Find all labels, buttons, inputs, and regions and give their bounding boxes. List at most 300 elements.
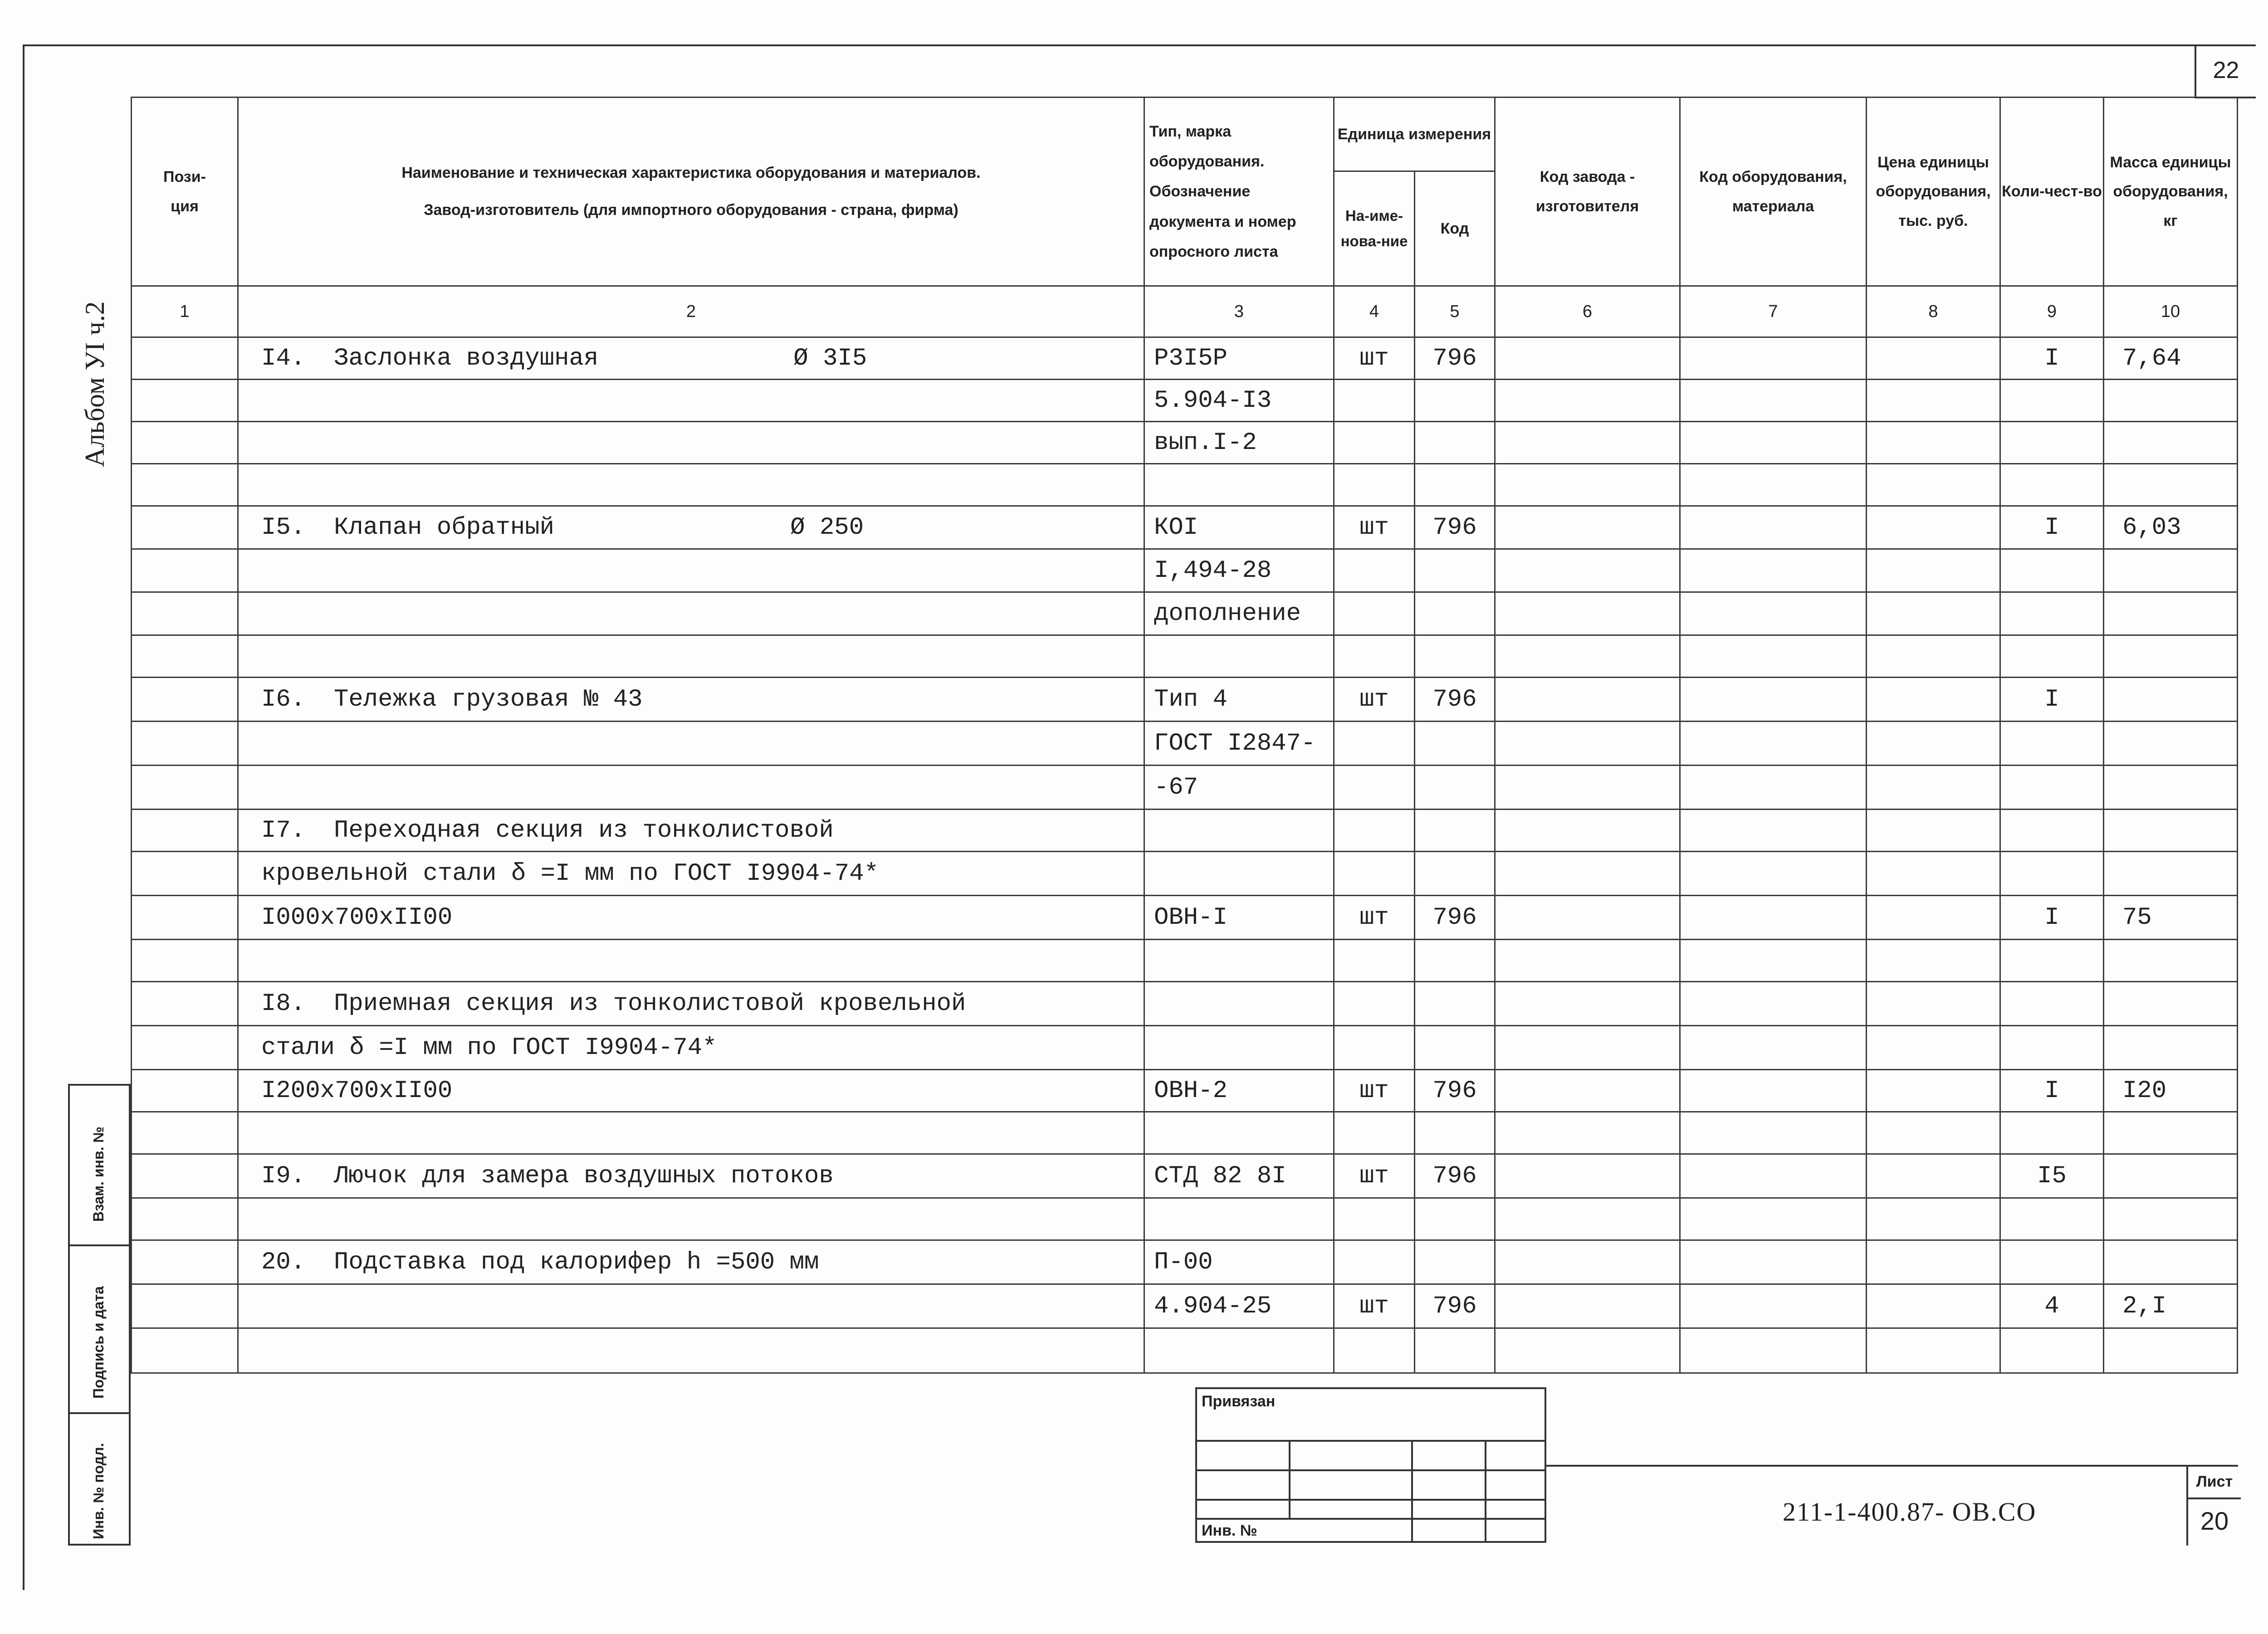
pos-cell <box>132 896 238 940</box>
price-cell <box>1867 852 2000 896</box>
document-code: 211-1-400.87- ОВ.СО <box>1783 1497 2037 1527</box>
factory-code-cell <box>1495 1026 1680 1070</box>
price-cell <box>1867 982 2000 1026</box>
factory-code-cell <box>1495 592 1680 635</box>
item-name: Клапан обратный <box>334 513 555 541</box>
factory-code-cell <box>1495 1240 1680 1284</box>
unit-cell <box>1334 982 1415 1026</box>
name-cell <box>238 1026 1144 1070</box>
unit-code-cell <box>1415 1112 1495 1154</box>
type-cell: 4.904-25 <box>1144 1284 1334 1328</box>
unit-cell <box>1334 1328 1415 1373</box>
table-row <box>132 766 2238 810</box>
table-row <box>132 940 2238 982</box>
type-cell: 5.904-I3 <box>1144 380 1334 422</box>
table-row <box>132 380 2238 422</box>
price-cell <box>1867 1198 2000 1240</box>
unit-cell: шт <box>1334 337 1415 380</box>
name-cell <box>238 506 1144 549</box>
header-price <box>1867 98 2000 286</box>
binding-box <box>1195 1387 1546 1543</box>
item-name: I200х700хII00 <box>261 1077 453 1105</box>
item-name: I000х700хII00 <box>261 903 453 932</box>
quantity-cell <box>2000 982 2104 1026</box>
factory-code-cell <box>1495 549 1680 592</box>
unit-cell: шт <box>1334 506 1415 549</box>
table-row <box>132 1154 2238 1198</box>
type-cell: вып.I-2 <box>1144 422 1334 464</box>
name-cell <box>238 940 1144 982</box>
factory-code-cell <box>1495 1154 1680 1198</box>
unit-cell <box>1334 592 1415 635</box>
price-cell <box>1867 635 2000 678</box>
header-name-line2: Завод-изготовитель (для импортного оборудования - страна, фирма) <box>424 201 958 219</box>
column-number: 4 <box>1334 286 1415 337</box>
pos-cell <box>132 1284 238 1328</box>
unit-code-cell <box>1415 464 1495 506</box>
quantity-cell <box>2000 1026 2104 1070</box>
unit-cell <box>1334 1112 1415 1154</box>
name-cell <box>238 592 1144 635</box>
equipment-code-cell <box>1680 1026 1867 1070</box>
item-name: Подставка под калорифер h =500 мм <box>334 1248 819 1276</box>
mass-cell <box>2104 1154 2238 1198</box>
type-cell: КОI <box>1144 506 1334 549</box>
table-row <box>132 1328 2238 1373</box>
pos-cell <box>132 337 238 380</box>
unit-code-cell <box>1415 1240 1495 1284</box>
pos-cell <box>132 592 238 635</box>
position-number: I7. <box>261 816 306 844</box>
quantity-cell <box>2000 422 2104 464</box>
unit-cell: шт <box>1334 678 1415 722</box>
quantity-cell: I <box>2000 506 2104 549</box>
header-unit-code <box>1415 171 1495 286</box>
quantity-cell <box>2000 766 2104 810</box>
mass-cell: 6,03 <box>2104 506 2238 549</box>
unit-code-cell: 796 <box>1415 337 1495 380</box>
type-cell: дополнение <box>1144 592 1334 635</box>
equipment-code-cell <box>1680 982 1867 1026</box>
table-row <box>132 1112 2238 1154</box>
factory-code-cell <box>1495 337 1680 380</box>
column-number-row <box>132 286 2238 337</box>
mass-cell <box>2104 852 2238 896</box>
factory-code-cell <box>1495 635 1680 678</box>
quantity-cell: I <box>2000 896 2104 940</box>
mass-cell: 2,I <box>2104 1284 2238 1328</box>
item-name: Приемная секция из тонколистовой кровельной <box>334 990 966 1018</box>
mass-cell <box>2104 635 2238 678</box>
unit-code-cell: 796 <box>1415 1070 1495 1112</box>
factory-code-cell <box>1495 940 1680 982</box>
pos-cell <box>132 852 238 896</box>
unit-code-cell <box>1415 1026 1495 1070</box>
name-cell <box>238 678 1144 722</box>
mass-cell <box>2104 1112 2238 1154</box>
unit-cell <box>1334 380 1415 422</box>
price-cell <box>1867 592 2000 635</box>
stamp-divider <box>70 1412 129 1414</box>
mass-cell <box>2104 766 2238 810</box>
type-cell: П-00 <box>1144 1240 1334 1284</box>
unit-cell <box>1334 810 1415 852</box>
equipment-code-cell <box>1680 592 1867 635</box>
pos-cell <box>132 1328 238 1373</box>
column-number: 5 <box>1415 286 1495 337</box>
mass-cell <box>2104 1026 2238 1070</box>
mass-cell <box>2104 678 2238 722</box>
unit-cell <box>1334 422 1415 464</box>
pos-cell <box>132 766 238 810</box>
header-quantity <box>2000 98 2104 286</box>
unit-cell <box>1334 549 1415 592</box>
item-name: Лючок для замера воздушных потоков <box>334 1162 834 1190</box>
unit-cell <box>1334 766 1415 810</box>
unit-cell <box>1334 852 1415 896</box>
price-cell <box>1867 1328 2000 1373</box>
name-cell <box>238 766 1144 810</box>
equipment-code-cell <box>1680 1284 1867 1328</box>
inv-no-label: Инв. № <box>1202 1522 1257 1539</box>
unit-code-cell <box>1415 982 1495 1026</box>
name-cell <box>238 1240 1144 1284</box>
equipment-code-cell <box>1680 766 1867 810</box>
table-row <box>132 982 2238 1026</box>
mass-cell <box>2104 1328 2238 1373</box>
mass-cell <box>2104 810 2238 852</box>
mass-cell: I20 <box>2104 1070 2238 1112</box>
equipment-code-cell <box>1680 464 1867 506</box>
price-cell <box>1867 1240 2000 1284</box>
list-label: Лист <box>2188 1466 2241 1499</box>
table-row <box>132 852 2238 896</box>
name-cell <box>238 810 1144 852</box>
type-cell: -67 <box>1144 766 1334 810</box>
mass-cell <box>2104 422 2238 464</box>
quantity-cell: 4 <box>2000 1284 2104 1328</box>
column-number: 8 <box>1867 286 2000 337</box>
price-cell <box>1867 722 2000 766</box>
quantity-cell <box>2000 380 2104 422</box>
table-row <box>132 422 2238 464</box>
table-row <box>132 722 2238 766</box>
unit-code-cell <box>1415 1328 1495 1373</box>
name-cell <box>238 1070 1144 1112</box>
item-name: Заслонка воздушная <box>334 344 599 372</box>
quantity-cell <box>2000 722 2104 766</box>
price-cell <box>1867 464 2000 506</box>
table-row <box>132 1026 2238 1070</box>
factory-code-cell <box>1495 380 1680 422</box>
column-number: 6 <box>1495 286 1680 337</box>
equipment-code-cell <box>1680 810 1867 852</box>
type-cell: ГОСТ I2847- <box>1144 722 1334 766</box>
pos-cell <box>132 506 238 549</box>
quantity-cell <box>2000 1328 2104 1373</box>
unit-cell <box>1334 1198 1415 1240</box>
unit-cell: шт <box>1334 1070 1415 1112</box>
factory-code-cell <box>1495 1198 1680 1240</box>
name-cell <box>238 722 1144 766</box>
mass-cell <box>2104 982 2238 1026</box>
column-number: 1 <box>132 286 238 337</box>
type-cell <box>1144 940 1334 982</box>
type-cell <box>1144 635 1334 678</box>
price-cell <box>1867 896 2000 940</box>
header-position <box>132 98 238 286</box>
table-row <box>132 1198 2238 1240</box>
equipment-code-cell <box>1680 549 1867 592</box>
equipment-code-cell <box>1680 422 1867 464</box>
type-cell <box>1144 852 1334 896</box>
unit-code-cell <box>1415 592 1495 635</box>
equipment-code-cell <box>1680 506 1867 549</box>
album-title: Альбом УI ч.2 <box>80 301 110 467</box>
header-quantity-label: Коли-чест-во <box>2002 183 2102 200</box>
mass-cell <box>2104 549 2238 592</box>
equipment-code-cell <box>1680 722 1867 766</box>
name-cell <box>238 635 1144 678</box>
approval-stamp-column <box>68 1084 131 1546</box>
diameter-value: Ø 250 <box>790 513 864 541</box>
price-cell <box>1867 678 2000 722</box>
quantity-cell <box>2000 810 2104 852</box>
position-number: 20. <box>261 1248 306 1276</box>
pos-cell <box>132 940 238 982</box>
mass-cell: 75 <box>2104 896 2238 940</box>
position-number: I8. <box>261 990 306 1018</box>
mass-cell: 7,64 <box>2104 337 2238 380</box>
header-mass <box>2104 98 2238 286</box>
type-cell <box>1144 810 1334 852</box>
equipment-code-cell <box>1680 380 1867 422</box>
bound-label: Привязан <box>1202 1393 1276 1410</box>
unit-cell <box>1334 940 1415 982</box>
price-cell <box>1867 1112 2000 1154</box>
quantity-cell: I5 <box>2000 1154 2104 1198</box>
pos-cell <box>132 1240 238 1284</box>
mass-cell <box>2104 722 2238 766</box>
column-number: 3 <box>1144 286 1334 337</box>
unit-code-cell <box>1415 549 1495 592</box>
equipment-code-cell <box>1680 635 1867 678</box>
type-cell <box>1144 1198 1334 1240</box>
position-number: I5. <box>261 513 306 541</box>
item-name: стали δ =I мм по ГОСТ I9904-74* <box>261 1034 717 1062</box>
price-cell <box>1867 380 2000 422</box>
list-number: 20 <box>2200 1507 2229 1535</box>
quantity-cell <box>2000 1240 2104 1284</box>
factory-code-cell <box>1495 982 1680 1026</box>
pos-cell <box>132 1070 238 1112</box>
quantity-cell <box>2000 635 2104 678</box>
factory-code-cell <box>1495 766 1680 810</box>
name-cell <box>238 380 1144 422</box>
name-cell <box>238 1284 1144 1328</box>
header-factory-code-label: Код завода - изготовителя <box>1535 168 1639 215</box>
column-number: 9 <box>2000 286 2104 337</box>
unit-code-cell: 796 <box>1415 1154 1495 1198</box>
unit-code-cell <box>1415 380 1495 422</box>
price-cell <box>1867 766 2000 810</box>
header-type-label: Тип, марка оборудования. Обозначение документа и номер опросного листа <box>1149 122 1296 260</box>
price-cell <box>1867 1026 2000 1070</box>
type-cell: Тип 4 <box>1144 678 1334 722</box>
pos-cell <box>132 1026 238 1070</box>
type-cell <box>1144 1026 1334 1070</box>
equipment-code-cell <box>1680 940 1867 982</box>
price-cell <box>1867 1154 2000 1198</box>
stamp-divider <box>70 1244 129 1246</box>
replace-inv-label: Взам. инв. № <box>90 1127 107 1222</box>
factory-code-cell <box>1495 1112 1680 1154</box>
unit-code-cell <box>1415 722 1495 766</box>
pos-cell <box>132 549 238 592</box>
factory-code-cell <box>1495 722 1680 766</box>
pos-cell <box>132 635 238 678</box>
quantity-cell <box>2000 940 2104 982</box>
price-cell <box>1867 422 2000 464</box>
unit-code-cell <box>1415 940 1495 982</box>
header-unit-code-label: Код <box>1440 219 1469 237</box>
column-number: 10 <box>2104 286 2238 337</box>
header-price-label: Цена единицы оборудования, тыс. руб. <box>1876 153 1991 229</box>
quantity-cell <box>2000 852 2104 896</box>
unit-cell <box>1334 464 1415 506</box>
quantity-cell: I <box>2000 1070 2104 1112</box>
factory-code-cell <box>1495 464 1680 506</box>
name-cell <box>238 1328 1144 1373</box>
table-row <box>132 678 2238 722</box>
price-cell <box>1867 337 2000 380</box>
type-cell: СТД 82 8I <box>1144 1154 1334 1198</box>
header-unit-name <box>1334 171 1415 286</box>
factory-code-cell <box>1495 1328 1680 1373</box>
header-equipment-code <box>1680 98 1867 286</box>
factory-code-cell <box>1495 678 1680 722</box>
table-row <box>132 464 2238 506</box>
mass-cell <box>2104 1198 2238 1240</box>
unit-cell <box>1334 722 1415 766</box>
header-type <box>1144 98 1334 286</box>
unit-code-cell <box>1415 766 1495 810</box>
title-block-line <box>1546 1465 2238 1467</box>
header-equipment-code-label: Код оборудования, материала <box>1699 168 1847 215</box>
equipment-code-cell <box>1680 1198 1867 1240</box>
table-row <box>132 506 2238 549</box>
mass-cell <box>2104 592 2238 635</box>
factory-code-cell <box>1495 1070 1680 1112</box>
mass-cell <box>2104 940 2238 982</box>
unit-code-cell <box>1415 810 1495 852</box>
price-cell <box>1867 940 2000 982</box>
type-cell <box>1144 464 1334 506</box>
price-cell <box>1867 506 2000 549</box>
unit-code-cell <box>1415 635 1495 678</box>
table-row <box>132 810 2238 852</box>
pos-cell <box>132 422 238 464</box>
table-row <box>132 592 2238 635</box>
factory-code-cell <box>1495 1284 1680 1328</box>
pos-cell <box>132 464 238 506</box>
factory-code-cell <box>1495 506 1680 549</box>
type-cell <box>1144 1112 1334 1154</box>
mass-cell <box>2104 380 2238 422</box>
quantity-cell <box>2000 1112 2104 1154</box>
pos-cell <box>132 982 238 1026</box>
type-cell: I,494-28 <box>1144 549 1334 592</box>
type-cell <box>1144 1328 1334 1373</box>
equipment-code-cell <box>1680 1240 1867 1284</box>
quantity-cell <box>2000 1198 2104 1240</box>
type-cell: Р3I5Р <box>1144 337 1334 380</box>
unit-code-cell: 796 <box>1415 1284 1495 1328</box>
price-cell <box>1867 810 2000 852</box>
quantity-cell: I <box>2000 678 2104 722</box>
inv-no-orig-label: Инв. № подл. <box>90 1443 107 1539</box>
equipment-code-cell <box>1680 1112 1867 1154</box>
pos-cell <box>132 1112 238 1154</box>
table-row <box>132 1240 2238 1284</box>
quantity-cell <box>2000 592 2104 635</box>
unit-code-cell: 796 <box>1415 678 1495 722</box>
name-cell <box>238 1154 1144 1198</box>
position-number: I6. <box>261 685 306 713</box>
price-cell <box>1867 1070 2000 1112</box>
table-body <box>132 337 2238 1373</box>
factory-code-cell <box>1495 422 1680 464</box>
name-cell <box>238 549 1144 592</box>
unit-cell: шт <box>1334 896 1415 940</box>
position-number: I9. <box>261 1162 306 1190</box>
unit-code-cell: 796 <box>1415 506 1495 549</box>
unit-code-cell <box>1415 1198 1495 1240</box>
pos-cell <box>132 722 238 766</box>
header-name-line1: Наименование и техническая характеристика оборудования и материалов. <box>401 164 981 181</box>
name-cell <box>238 1198 1144 1240</box>
item-name: кровельной стали δ =I мм по ГОСТ I9904-74* <box>261 859 879 888</box>
header-row <box>132 98 2238 171</box>
binding-grid <box>1195 1387 1546 1543</box>
pos-cell <box>132 678 238 722</box>
sheet-number: 22 <box>2195 44 2256 98</box>
table-row <box>132 1070 2238 1112</box>
table-row <box>132 337 2238 380</box>
sign-date-label: Подпись и дата <box>90 1286 107 1399</box>
header-name <box>238 98 1144 286</box>
factory-code-cell <box>1495 852 1680 896</box>
position-number: I4. <box>261 344 306 372</box>
name-cell <box>238 852 1144 896</box>
quantity-cell: I <box>2000 337 2104 380</box>
table-row <box>132 896 2238 940</box>
table-row <box>132 1284 2238 1328</box>
equipment-code-cell <box>1680 852 1867 896</box>
unit-cell <box>1334 1026 1415 1070</box>
header-unit <box>1334 98 1495 171</box>
name-cell <box>238 896 1144 940</box>
item-name: Переходная секция из тонколистовой <box>334 816 834 844</box>
name-cell <box>238 982 1144 1026</box>
type-cell <box>1144 982 1334 1026</box>
unit-cell: шт <box>1334 1284 1415 1328</box>
column-number: 2 <box>238 286 1144 337</box>
quantity-cell <box>2000 464 2104 506</box>
header-mass-label: Масса единицы оборудования, кг <box>2110 153 2231 229</box>
header-unit-name-label: На-име-нова-ние <box>1340 207 1408 249</box>
factory-code-cell <box>1495 896 1680 940</box>
